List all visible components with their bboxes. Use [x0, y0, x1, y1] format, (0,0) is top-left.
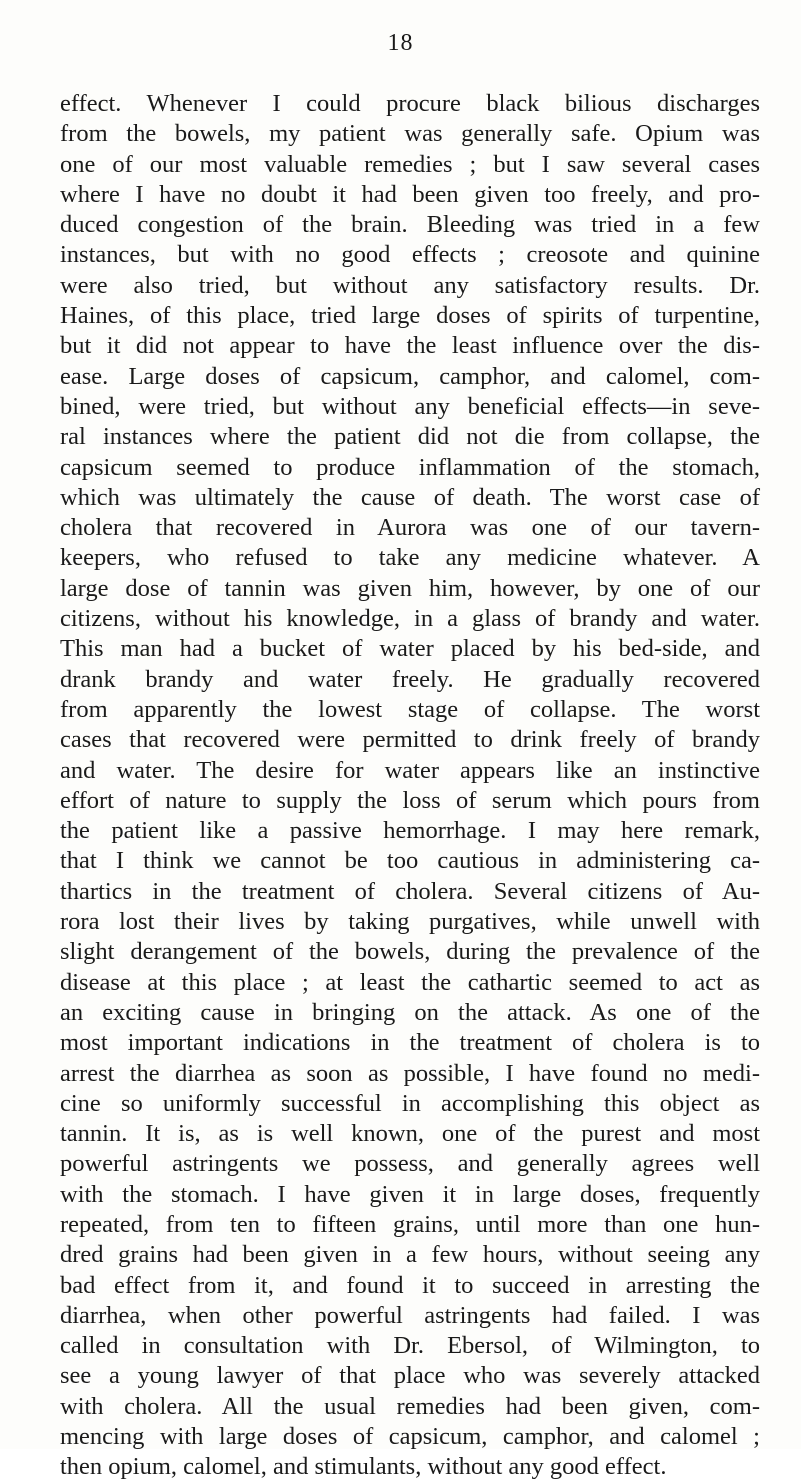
text-line: most important indications in the treatment of cholera is to [60, 1029, 760, 1057]
text-line: with the stomach. I have given it in large doses, frequently [60, 1180, 760, 1208]
text-line: repeated, from ten to fifteen grains, until more than one hun- [60, 1210, 760, 1238]
text-line: powerful astringents we possess, and generally agrees well [60, 1150, 760, 1178]
text-line: an exciting cause in bringing on the attack. As one of the [60, 998, 760, 1026]
text-line: slight derangement of the bowels, during the prevalence of the [60, 938, 760, 966]
text-line: called in consultation with Dr. Ebersol, of Wilmington, to [60, 1332, 760, 1360]
text-line: were also tried, but without any satisfactory results. Dr. [60, 271, 760, 299]
text-line: bined, were tried, but without any beneficial effects—in seve- [60, 392, 760, 420]
text-line: but it did not appear to have the least influence over the dis- [60, 332, 760, 360]
text-line: from apparently the lowest stage of collapse. The worst [60, 695, 760, 723]
text-line: thartics in the treatment of cholera. Several citizens of Au- [60, 877, 760, 905]
text-line: the patient like a passive hemorrhage. I may here remark, [60, 817, 760, 845]
text-line: effect. Whenever I could procure black bilious discharges [60, 90, 760, 117]
text-line: duced congestion of the brain. Bleeding was tried in a few [60, 211, 760, 239]
text-line: rora lost their lives by taking purgatives, while unwell with [60, 908, 760, 936]
text-line: ral instances where the patient did not die from collapse, the [60, 423, 760, 451]
text-line: ease. Large doses of capsicum, camphor, and calomel, com- [60, 362, 760, 390]
text-line: one of our most valuable remedies ; but I saw several cases [60, 150, 760, 178]
text-line: Haines, of this place, tried large doses of spirits of turpentine, [60, 302, 760, 330]
text-line: keepers, who refused to take any medicine whatever. A [60, 544, 760, 572]
page-number: 18 [387, 30, 414, 56]
text-line: where I have no doubt it had been given too freely, and pro- [60, 180, 760, 208]
text-line: This man had a bucket of water placed by his bed-side, and [60, 635, 760, 663]
text-line: cholera that recovered in Aurora was one of our tavern- [60, 514, 760, 542]
text-line: mencing with large doses of capsicum, camphor, and calomel ; [60, 1423, 760, 1451]
text-line: arrest the diarrhea as soon as possible, I have found no medi- [60, 1059, 760, 1087]
text-line: drank brandy and water freely. He gradually recovered [60, 665, 760, 693]
text-line: tannin. It is, as is well known, one of the purest and most [60, 1120, 760, 1148]
text-line: with cholera. All the usual remedies had been given, com- [60, 1392, 760, 1420]
text-line: that I think we cannot be too cautious in administering ca- [60, 847, 760, 875]
text-line: cases that recovered were permitted to drink freely of brandy [60, 726, 760, 754]
text-line: bad effect from it, and found it to succeed in arresting the [60, 1271, 760, 1299]
text-line: then opium, calomel, and stimulants, without any good effect. [60, 1453, 667, 1481]
text-line: diarrhea, when other powerful astringents had failed. I was [60, 1301, 760, 1329]
text-line: and water. The desire for water appears like an instinctive [60, 756, 760, 784]
text-line: disease at this place ; at least the cathartic seemed to act as [60, 968, 760, 996]
text-line: large dose of tannin was given him, however, by one of our [60, 574, 760, 602]
text-line: citizens, without his knowledge, in a glass of brandy and water. [60, 605, 760, 633]
text-line: instances, but with no good effects ; creosote and quinine [60, 241, 760, 269]
text-line: effort of nature to supply the loss of serum which pours from [60, 786, 760, 814]
body-text [60, 89, 760, 1483]
text-line: which was ultimately the cause of death. The worst case of [60, 483, 760, 511]
text-line: cine so uniformly successful in accomplishing this object as [60, 1089, 760, 1117]
text-line: capsicum seemed to produce inflammation of the stomach, [60, 453, 760, 481]
text-line: see a young lawyer of that place who was severely attacked [60, 1362, 760, 1390]
text-line: from the bowels, my patient was generally safe. Opium was [60, 120, 760, 148]
text-line: dred grains had been given in a few hours, without seeing any [60, 1241, 760, 1269]
